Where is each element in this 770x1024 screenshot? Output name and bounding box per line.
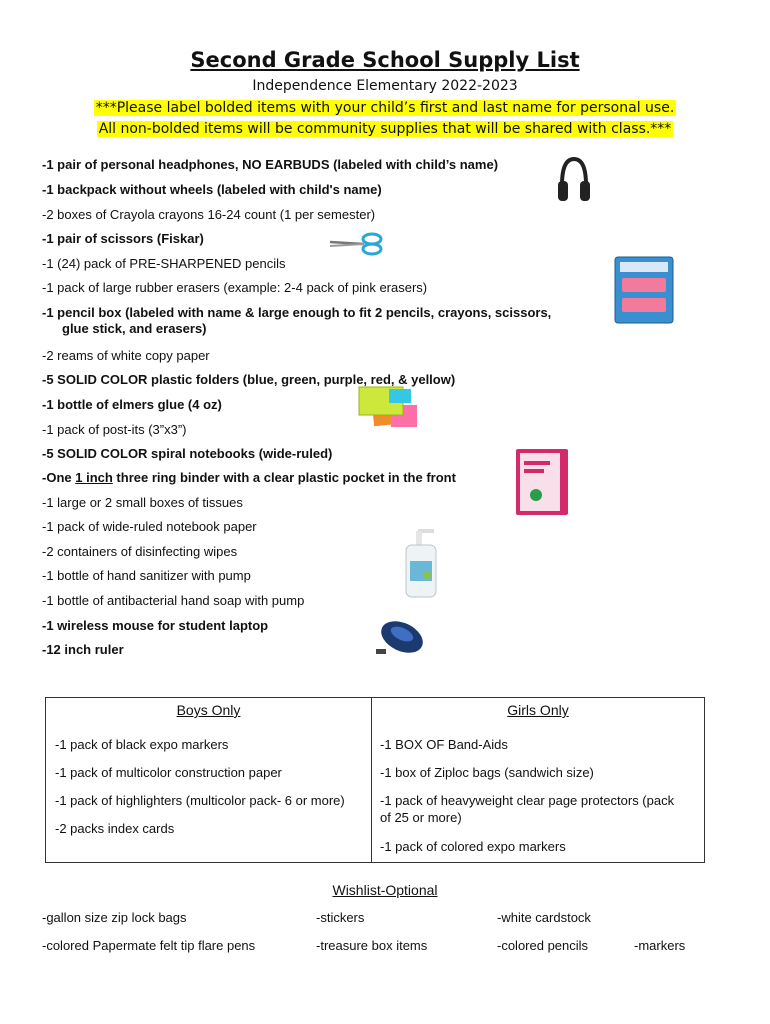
girls-item: -1 box of Ziploc bags (sandwich size) (380, 765, 594, 780)
supply-item: -1 pack of large rubber erasers (example: 2-4 pack of pink erasers) (42, 280, 428, 295)
supply-item: -1 (24) pack of PRE-SHARPENED pencils (42, 256, 286, 271)
girls-header: Girls Only (507, 702, 569, 718)
supply-item: -1 bottle of elmers glue (4 oz) (42, 397, 222, 412)
supply-item: -1 pack of wide-ruled notebook paper (42, 519, 257, 534)
boys-girls-table (45, 697, 705, 863)
boys-header: Boys Only (176, 702, 241, 718)
wishlist-item: -markers (634, 938, 686, 953)
girls-item: -1 BOX OF Band-Aids (380, 737, 508, 752)
supply-item: -5 SOLID COLOR plastic folders (blue, green, purple, red, & yellow) (42, 372, 456, 387)
headphones-icon (556, 155, 592, 207)
wireless-mouse-icon (372, 615, 426, 659)
eraser-pack-icon (614, 256, 674, 324)
boys-item: -2 packs index cards (55, 821, 175, 836)
wishlist-item: -colored pencils (497, 938, 589, 953)
boys-item: -1 pack of black expo markers (55, 737, 229, 752)
supply-item: -One 1 inch three ring binder with a clear plastic pocket in the front (42, 470, 456, 485)
hand-sanitizer-icon (402, 527, 440, 599)
school-year-subtitle: Independence Elementary 2022-2023 (252, 78, 518, 94)
supply-item: -1 bottle of hand sanitizer with pump (42, 568, 251, 583)
supply-item: -5 SOLID COLOR spiral notebooks (wide-ruled) (42, 446, 333, 461)
wishlist-item: -white cardstock (497, 910, 591, 925)
page-title: Second Grade School Supply List (190, 48, 580, 72)
supply-item-line: glue stick, and erasers) (62, 321, 207, 336)
supply-item: -2 containers of disinfecting wipes (42, 544, 238, 559)
girls-item: -1 pack of heavyweight clear page protectors (pack of 25 or more) (380, 793, 675, 825)
binder-icon (514, 447, 570, 517)
supply-item: -1 pair of personal headphones, NO EARBUDS (labeled with child’s name) (42, 157, 499, 172)
wishlist-item: -colored Papermate felt tip flare pens (42, 938, 256, 953)
boys-item: -1 pack of highlighters (multicolor pack- 6 or more) (55, 793, 345, 808)
supply-item: -1 bottle of antibacterial hand soap with pump (42, 593, 305, 608)
supply-item (42, 305, 602, 337)
label-note-line-1: ***Please label bolded items with your child’s first and last name for personal use. (95, 100, 675, 116)
girls-item: -1 pack of colored expo markers (380, 839, 566, 854)
wishlist-item: -treasure box items (316, 938, 428, 953)
table-divider (371, 698, 372, 862)
wishlist-title: Wishlist-Optional (332, 882, 438, 898)
post-it-notes-icon (355, 383, 421, 433)
supply-item: -1 backpack without wheels (labeled with child's name) (42, 182, 382, 197)
underlined-size: 1 inch (75, 470, 113, 485)
wishlist-item: -gallon size zip lock bags (42, 910, 187, 925)
supply-item: -2 reams of white copy paper (42, 348, 210, 363)
boys-item: -1 pack of multicolor construction paper (55, 765, 282, 780)
supply-item: -1 wireless mouse for student laptop (42, 618, 269, 633)
wishlist-item: -stickers (316, 910, 365, 925)
supply-item: -1 pack of post-its (3”x3”) (42, 422, 187, 437)
label-note-line-2: All non-bolded items will be community supplies that will be shared with class.*** (98, 121, 672, 137)
supply-item: -1 large or 2 small boxes of tissues (42, 495, 243, 510)
supply-item: -1 pair of scissors (Fiskar) (42, 231, 204, 246)
supply-item: -12 inch ruler (42, 642, 124, 657)
supply-item: -2 boxes of Crayola crayons 16-24 count (1 per semester) (42, 207, 376, 222)
scissors-icon (328, 232, 384, 256)
supply-item-line: -1 pencil box (labeled with name & large enough to fit 2 pencils, crayons, scissors, (42, 305, 552, 320)
